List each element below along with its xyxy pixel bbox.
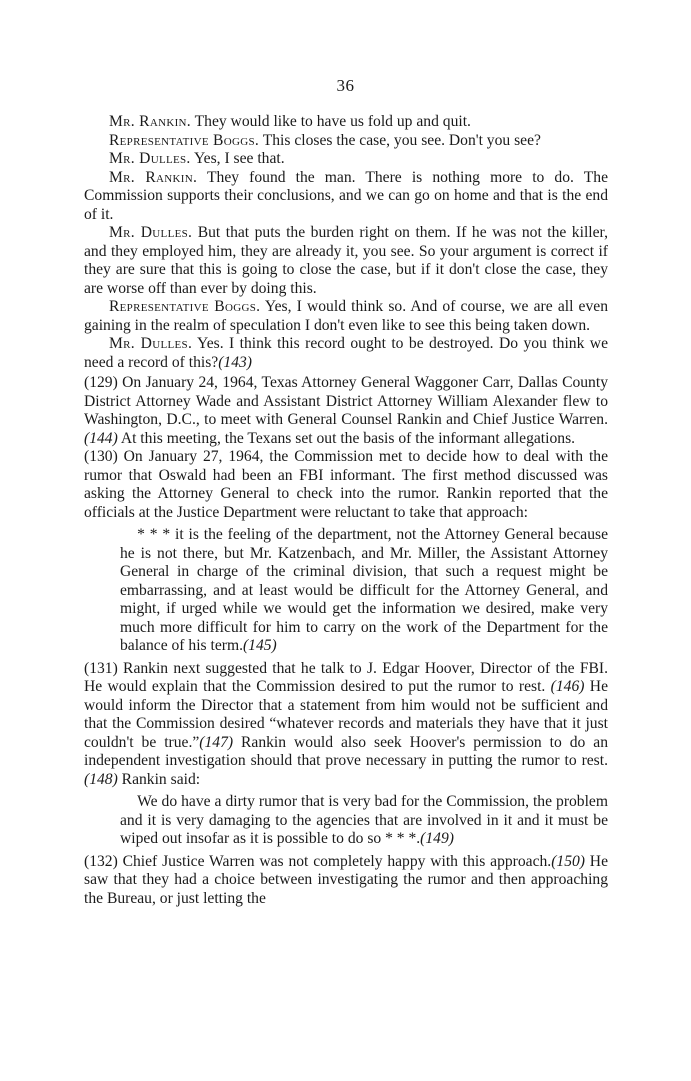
paragraph-text: Rankin would also seek Hoover's permission to do an independent investigation should that prove necessary in putting the rumor to rest. [84,733,608,769]
paragraph-131 [84,660,608,790]
line-text: Yes, I see that. [190,150,285,167]
dialogue-line [84,113,608,132]
paragraph-text: Rankin said: [117,770,201,788]
block-quote [120,526,608,656]
line-text: Yes. I think this record ought to be destroyed. Do you think we need a record of this? [84,335,608,371]
line-text: Yes, I would think so. And of course, we are all even gaining in the realm of speculation I don't even like to see this being taken down. [84,298,608,334]
dialogue-line [84,224,608,298]
page-number: 36 [336,76,355,95]
speaker: Mr. Dulles. [108,224,193,241]
speaker: Mr. Dulles. [108,150,191,167]
dialogue-line [84,150,608,169]
block-quote [120,793,608,849]
speaker: Mr. Rankin. [108,113,191,130]
line-text: They would like to have us fold up and quit. [191,113,471,130]
dialogue-line [84,169,608,225]
line-text: This closes the case, you see. Don't you see? [259,131,541,149]
paragraph-text: (131) Rankin next suggested that he talk to J. Edgar Hoover, Director of the FBI. He would explain that the Commission desired to put the rumor to rest. [84,659,608,695]
speaker: Mr. Dulles. [108,335,193,352]
paragraph-text: (129) On January 24, 1964, Texas Attorney General Waggoner Carr, Dallas County District Attorney Wade and Assistant District Attorney William Alexander flew to Washington, D.C., to meet with General Counsel Rankin and Chief Justice Warren. [84,374,608,428]
body-text [84,113,608,908]
footnote-ref: (144) [84,429,118,447]
paragraph-132 [84,853,608,909]
line-text: But that puts the burden right on them. If he was not the killer, and they employed him, they are already it, you see. So your argument is correct if they are sure that this is going to close the case, but if it don't close the case, they are worse off than ever by doing this. [84,224,608,297]
dialogue-line [84,132,608,151]
line-text: They found the man. There is nothing more to do. The Commission supports their conclusions, and we can go on home and that is the end of it. [84,168,608,223]
dialogue-line [84,298,608,335]
paragraph-text: He would inform the Director that a statement from him would not be sufficient and that the Commission desired “whatever records and materials they have that it just couldn't be true.” [84,678,608,751]
dialogue-line [84,335,608,372]
footnote-ref: (146) [545,678,585,695]
paragraph-text: At this meeting, the Texans set out the basis of the informant allegations. [117,429,576,447]
quote-text: * * * it is the feeling of the department, not the Attorney General because he is not there, but Mr. Katzenbach, and Mr. Miller, the Assistant Attorney General in charge of the criminal division, that such a request might be embarrassing, and at least would be difficult for the Attorney General, and might, if urged while we would get the information we desired, make very much more difficult for him to carry on the work of the Department for the balance of his term. [120,526,608,654]
speaker: Representative Boggs. [108,298,261,315]
paragraph-text: (130) On January 27, 1964, the Commission met to decide how to deal with the rumor that Oswald had been an FBI informant. The first method discussed was asking the Attorney General to check into the rumor. Rankin reported that the officials at the Justice Department were reluctant to take that approach: [84,448,608,521]
paragraph-129 [84,374,608,448]
paragraph-text: (132) Chief Justice Warren was not completely happy with this approach. [84,852,552,870]
footnote-ref: (143) [218,353,252,371]
speaker: Mr. Rankin. [108,168,198,186]
paragraph-text: He saw that they had a choice between investigating the rumor and then approaching the Bureau, or just letting the [84,852,608,907]
footnote-ref: (148) [84,770,118,788]
footnote-ref: (150) [551,852,585,870]
quote-text: We do have a dirty rumor that is very bad for the Commission, the problem and it is very damaging to the agencies that are involved in it and it must be wiped out insofar as it is possible to do so * * *. [120,793,608,847]
footnote-ref: (147) [199,733,234,751]
footnote-ref: (145) [242,637,277,654]
paragraph-130 [84,448,608,522]
speaker: Representative Boggs. [108,131,260,149]
footnote-ref: (149) [420,830,454,847]
